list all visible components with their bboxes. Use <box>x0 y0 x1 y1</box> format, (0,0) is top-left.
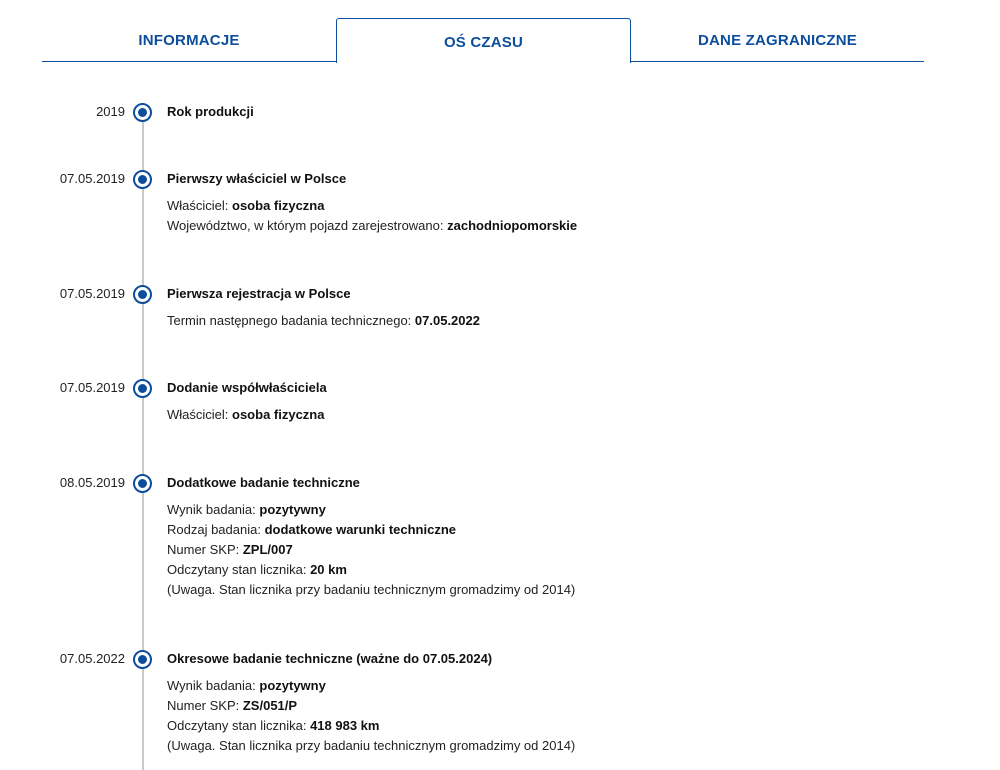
detail-value: 20 km <box>310 562 347 577</box>
detail-value: dodatkowe warunki techniczne <box>264 522 457 537</box>
detail-label: Wynik badania: <box>167 678 260 693</box>
detail-row <box>167 500 575 520</box>
detail-row <box>167 716 575 736</box>
detail-row <box>167 736 575 756</box>
detail-label: Rodzaj badania: <box>167 522 265 537</box>
event-date: 07.05.2019 <box>59 380 125 395</box>
detail-row <box>167 216 577 236</box>
detail-label: Właściciel: <box>167 407 233 422</box>
detail-row <box>167 696 575 716</box>
detail-label: Numer SKP: <box>167 698 243 713</box>
event-details <box>167 196 577 236</box>
tab-dane-zagraniczne[interactable]: DANE ZAGRANICZNE <box>697 31 858 49</box>
detail-row <box>167 676 575 696</box>
timeline-dot-icon <box>133 170 152 189</box>
detail-value: 418 983 km <box>310 718 380 733</box>
event-title: Pierwszy właściciel w Polsce <box>167 171 347 186</box>
event-date: 07.05.2019 <box>59 286 125 301</box>
detail-label: Numer SKP: <box>167 542 243 557</box>
event-title: Dodanie współwłaściciela <box>167 380 327 395</box>
event-title: Rok produkcji <box>167 104 254 119</box>
detail-value: ZPL/007 <box>242 542 293 557</box>
detail-value: osoba fizyczna <box>232 198 325 213</box>
tab-informacje[interactable]: INFORMACJE <box>138 31 240 49</box>
detail-value: osoba fizyczna <box>232 407 325 422</box>
event-details <box>167 405 324 425</box>
tab-os-czasu[interactable]: OŚ CZASU <box>336 18 631 63</box>
detail-label: Termin następnego badania technicznego: <box>167 313 415 328</box>
event-date: 07.05.2022 <box>59 651 125 666</box>
detail-value: zachodniopomorskie <box>447 218 578 233</box>
event-date: 07.05.2019 <box>59 171 125 186</box>
timeline-line <box>142 112 144 770</box>
detail-value: pozytywny <box>259 678 326 693</box>
detail-label: (Uwaga. Stan licznika przy badaniu technicznym gromadzimy od 2014) <box>167 738 576 753</box>
detail-label: Województwo, w którym pojazd zarejestrowano: <box>167 218 448 233</box>
detail-label: Odczytany stan licznika: <box>167 562 311 577</box>
event-details <box>167 311 480 331</box>
detail-label: Wynik badania: <box>167 502 260 517</box>
timeline-dot-icon <box>133 650 152 669</box>
detail-label: (Uwaga. Stan licznika przy badaniu technicznym gromadzimy od 2014) <box>167 582 576 597</box>
detail-row <box>167 560 575 580</box>
detail-row <box>167 520 575 540</box>
detail-label: Odczytany stan licznika: <box>167 718 311 733</box>
event-title: Dodatkowe badanie techniczne <box>167 475 360 490</box>
detail-row <box>167 540 575 560</box>
detail-row <box>167 405 324 425</box>
detail-row <box>167 196 577 216</box>
tab-bar <box>42 18 924 62</box>
event-date: 2019 <box>96 104 125 119</box>
event-date: 08.05.2019 <box>59 475 125 490</box>
event-title: Okresowe badanie techniczne (ważne do 07.05.2024) <box>167 651 493 666</box>
timeline-dot-icon <box>133 285 152 304</box>
detail-row <box>167 580 575 600</box>
event-title: Pierwsza rejestracja w Polsce <box>167 286 351 301</box>
timeline-dot-icon <box>133 474 152 493</box>
detail-value: pozytywny <box>259 502 326 517</box>
event-details <box>167 500 575 600</box>
timeline-dot-icon <box>133 379 152 398</box>
detail-label: Właściciel: <box>167 198 233 213</box>
detail-value: 07.05.2022 <box>414 313 480 328</box>
timeline-dot-icon <box>133 103 152 122</box>
detail-value: ZS/051/P <box>242 698 298 713</box>
event-details <box>167 676 575 756</box>
detail-row <box>167 311 480 331</box>
